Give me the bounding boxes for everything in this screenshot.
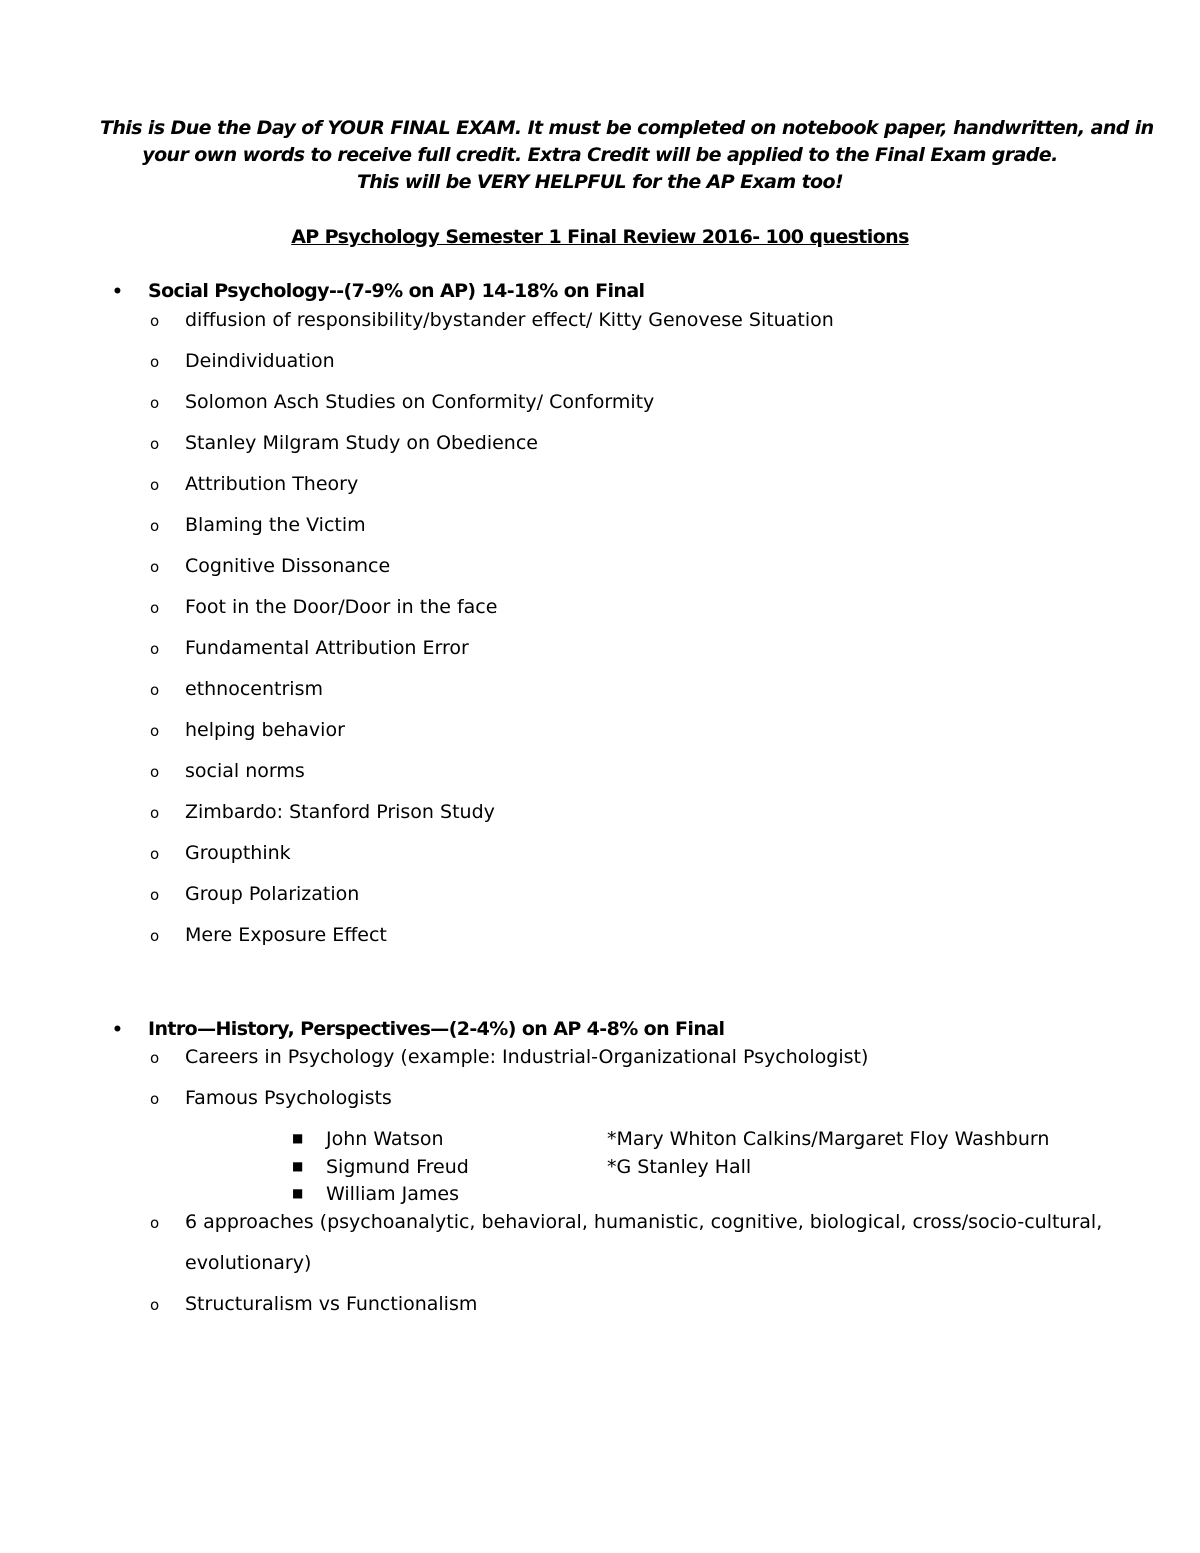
psychologist-item	[292, 1183, 459, 1205]
list-item	[150, 473, 358, 495]
psychologist-name: John Watson	[326, 1128, 444, 1150]
list-item-text: 6 approaches (psychoanalytic, behavioral, humanistic, cognitive, biological, cross/socio-cultural,	[185, 1211, 1103, 1233]
psychologist-item	[292, 1156, 469, 1178]
sub-bullet: ■	[292, 1186, 304, 1200]
list-item-text: Famous Psychologists	[185, 1087, 392, 1109]
item-bullet: o	[150, 435, 160, 453]
item-bullet: o	[150, 640, 160, 658]
item-bullet: o	[150, 886, 160, 904]
list-item-text: social norms	[185, 760, 305, 782]
sub-bullet: ■	[292, 1131, 304, 1145]
section-heading-text: Intro—History, Perspectives—(2-4%) on AP 4-8% on Final	[148, 1018, 725, 1040]
item-bullet: o	[150, 312, 160, 330]
list-item-text: Groupthink	[185, 842, 291, 864]
notice-line-2: your own words to receive full credit. Extra Credit will be applied to the Final Exam grade.	[142, 144, 1058, 166]
list-item	[150, 678, 323, 700]
list-item	[150, 637, 469, 659]
notice-line-1: This is Due the Day of YOUR FINAL EXAM. It must be completed on notebook paper, handwritten, and in	[100, 117, 1154, 139]
item-bullet: o	[150, 845, 160, 863]
section-bullet: •	[112, 1020, 123, 1040]
list-item	[150, 1293, 477, 1315]
section-bullet: •	[112, 282, 123, 302]
list-item	[150, 432, 538, 454]
due-date-notice	[100, 115, 1154, 196]
list-item	[150, 883, 359, 905]
item-bullet: o	[150, 1049, 160, 1067]
psychologist-name: Sigmund Freud	[326, 1156, 469, 1178]
psychologist-name: William James	[326, 1183, 460, 1205]
item-bullet: o	[150, 804, 160, 822]
list-item-text: Attribution Theory	[185, 473, 359, 495]
list-item-continuation: evolutionary)	[185, 1252, 312, 1274]
list-item	[150, 801, 495, 823]
sub-bullet: ■	[292, 1159, 304, 1173]
list-item	[150, 760, 305, 782]
item-bullet: o	[150, 1090, 160, 1108]
list-item-text: Solomon Asch Studies on Conformity/ Conformity	[185, 391, 655, 413]
list-item-text: Fundamental Attribution Error	[185, 637, 469, 659]
list-item-text: ethnocentrism	[185, 678, 323, 700]
item-bullet: o	[150, 763, 160, 781]
list-item	[150, 514, 366, 536]
list-item-text: Stanley Milgram Study on Obedience	[185, 432, 538, 454]
list-item	[150, 596, 497, 618]
list-item-text: helping behavior	[185, 719, 345, 741]
list-item	[150, 842, 291, 864]
list-item-text: Foot in the Door/Door in the face	[185, 596, 498, 618]
list-item-text: Zimbardo: Stanford Prison Study	[185, 801, 495, 823]
section-heading-social-psychology	[112, 280, 644, 302]
notice-line-3: This will be VERY HELPFUL for the AP Exam too!	[356, 171, 844, 193]
item-bullet: o	[150, 517, 160, 535]
section-heading-text: Social Psychology--(7-9% on AP) 14-18% on Final	[148, 280, 645, 302]
section-heading-intro-history	[112, 1018, 724, 1040]
list-item-text: Careers in Psychology (example: Industrial-Organizational Psychologist)	[185, 1046, 869, 1068]
item-bullet: o	[150, 353, 160, 371]
item-bullet: o	[150, 1214, 160, 1232]
list-item	[150, 1211, 1102, 1233]
list-item-text: Blaming the Victim	[185, 514, 366, 536]
list-item	[150, 391, 654, 413]
item-bullet: o	[150, 558, 160, 576]
list-item	[150, 924, 387, 946]
list-item-text: Deindividuation	[185, 350, 335, 372]
list-item-text: Structuralism vs Functionalism	[185, 1293, 478, 1315]
item-bullet: o	[150, 722, 160, 740]
item-bullet: o	[150, 394, 160, 412]
psychologist-right-item: *G Stanley Hall	[607, 1156, 752, 1178]
list-item-text: Mere Exposure Effect	[185, 924, 387, 946]
list-item-text: Cognitive Dissonance	[185, 555, 391, 577]
document-title: AP Psychology Semester 1 Final Review 2016- 100 questions	[291, 226, 909, 248]
list-item	[150, 350, 335, 372]
list-item	[150, 1046, 868, 1068]
item-bullet: o	[150, 1296, 160, 1314]
list-item-text: Group Polarization	[185, 883, 360, 905]
item-bullet: o	[150, 599, 160, 617]
item-bullet: o	[150, 681, 160, 699]
item-bullet: o	[150, 476, 160, 494]
psychologist-right-item: *Mary Whiton Calkins/Margaret Floy Washburn	[607, 1128, 1050, 1150]
list-item-text: diffusion of responsibility/bystander effect/ Kitty Genovese Situation	[185, 309, 834, 331]
list-item	[150, 719, 345, 741]
list-item	[150, 1087, 392, 1109]
list-item	[150, 309, 834, 331]
psychologist-item	[292, 1128, 444, 1150]
item-bullet: o	[150, 927, 160, 945]
list-item	[150, 555, 390, 577]
